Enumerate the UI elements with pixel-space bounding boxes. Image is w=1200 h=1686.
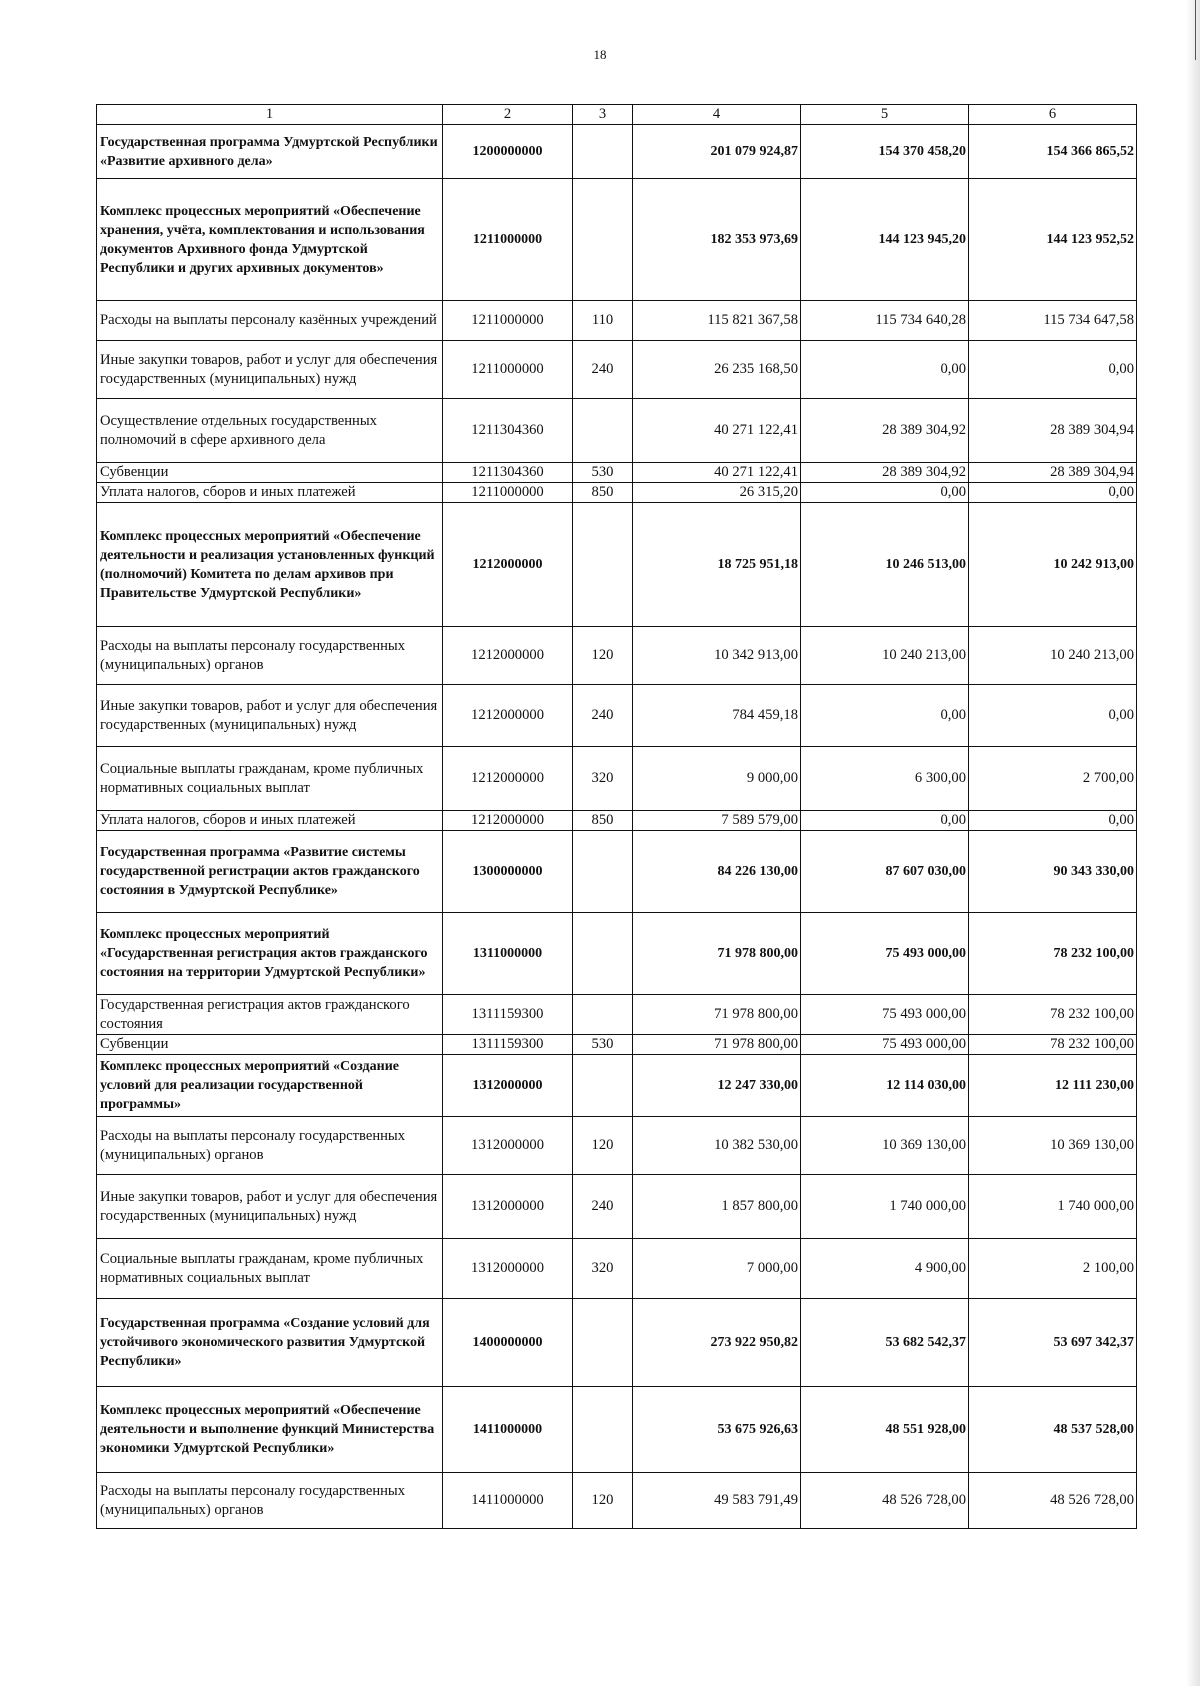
cell-kind (573, 1299, 633, 1387)
cell-v3: 78 232 100,00 (969, 913, 1137, 995)
cell-kind: 530 (573, 1035, 633, 1055)
cell-code: 1211304360 (443, 463, 573, 483)
cell-name: Субвенции (97, 463, 443, 483)
cell-v2: 0,00 (801, 685, 969, 747)
cell-v2: 10 369 130,00 (801, 1117, 969, 1175)
cell-code: 1312000000 (443, 1239, 573, 1299)
cell-v3: 48 526 728,00 (969, 1473, 1137, 1529)
cell-v3: 28 389 304,94 (969, 463, 1137, 483)
budget-table (96, 104, 1137, 1529)
cell-kind (573, 995, 633, 1035)
cell-kind: 530 (573, 463, 633, 483)
cell-v3: 2 100,00 (969, 1239, 1137, 1299)
cell-v1: 10 342 913,00 (633, 627, 801, 685)
cell-code: 1211000000 (443, 483, 573, 503)
cell-v1: 26 315,20 (633, 483, 801, 503)
cell-v1: 40 271 122,41 (633, 463, 801, 483)
cell-kind (573, 913, 633, 995)
cell-code: 1411000000 (443, 1387, 573, 1473)
cell-kind: 110 (573, 301, 633, 341)
cell-v3: 78 232 100,00 (969, 995, 1137, 1035)
cell-v3: 154 366 865,52 (969, 125, 1137, 179)
cell-kind (573, 831, 633, 913)
cell-code: 1312000000 (443, 1055, 573, 1117)
cell-v1: 7 589 579,00 (633, 811, 801, 831)
cell-v1: 18 725 951,18 (633, 503, 801, 627)
cell-kind (573, 503, 633, 627)
table-row (97, 341, 1137, 399)
cell-v1: 784 459,18 (633, 685, 801, 747)
cell-name: Расходы на выплаты персоналу государственных (муниципальных) органов (97, 627, 443, 685)
cell-code: 1212000000 (443, 811, 573, 831)
cell-code: 1211000000 (443, 341, 573, 399)
cell-name: Уплата налогов, сборов и иных платежей (97, 483, 443, 503)
cell-v2: 10 246 513,00 (801, 503, 969, 627)
cell-v3: 10 369 130,00 (969, 1117, 1137, 1175)
cell-v1: 10 382 530,00 (633, 1117, 801, 1175)
table-row (97, 1055, 1137, 1117)
column-number-row (97, 105, 1137, 125)
cell-name: Осуществление отдельных государственных полномочий в сфере архивного дела (97, 399, 443, 463)
table-row (97, 913, 1137, 995)
cell-v3: 78 232 100,00 (969, 1035, 1137, 1055)
cell-kind (573, 125, 633, 179)
cell-name: Иные закупки товаров, работ и услуг для обеспечения государственных (муниципальных) нужд (97, 685, 443, 747)
cell-kind (573, 179, 633, 301)
cell-v1: 71 978 800,00 (633, 913, 801, 995)
cell-code: 1400000000 (443, 1299, 573, 1387)
scan-line (1195, 0, 1196, 60)
cell-name: Социальные выплаты гражданам, кроме публичных нормативных социальных выплат (97, 1239, 443, 1299)
cell-name: Комплекс процессных мероприятий «Создание условий для реализации государственной программы» (97, 1055, 443, 1117)
table-row (97, 125, 1137, 179)
cell-name: Комплекс процессных мероприятий «Обеспечение деятельности и выполнение функций Министерства экономики Удмуртской Республики» (97, 1387, 443, 1473)
cell-v1: 40 271 122,41 (633, 399, 801, 463)
cell-v3: 2 700,00 (969, 747, 1137, 811)
cell-v2: 28 389 304,92 (801, 463, 969, 483)
cell-kind: 320 (573, 1239, 633, 1299)
cell-v3: 10 242 913,00 (969, 503, 1137, 627)
cell-code: 1311000000 (443, 913, 573, 995)
table-row (97, 811, 1137, 831)
cell-kind (573, 399, 633, 463)
cell-code: 1311159300 (443, 1035, 573, 1055)
cell-v2: 75 493 000,00 (801, 995, 969, 1035)
cell-v1: 49 583 791,49 (633, 1473, 801, 1529)
cell-code: 1212000000 (443, 503, 573, 627)
column-header: 3 (573, 105, 633, 125)
cell-v2: 1 740 000,00 (801, 1175, 969, 1239)
cell-v1: 26 235 168,50 (633, 341, 801, 399)
table-row (97, 627, 1137, 685)
table-row (97, 483, 1137, 503)
cell-v2: 12 114 030,00 (801, 1055, 969, 1117)
table-row (97, 503, 1137, 627)
cell-v3: 28 389 304,94 (969, 399, 1137, 463)
column-header: 5 (801, 105, 969, 125)
cell-code: 1211000000 (443, 301, 573, 341)
cell-name: Расходы на выплаты персоналу государственных (муниципальных) органов (97, 1473, 443, 1529)
cell-v1: 182 353 973,69 (633, 179, 801, 301)
cell-v1: 12 247 330,00 (633, 1055, 801, 1117)
cell-kind: 120 (573, 1473, 633, 1529)
cell-name: Комплекс процессных мероприятий «Обеспечение деятельности и реализация установленных функций (полномочий) Комитета по делам архивов при Правительстве Удмуртской Республики» (97, 503, 443, 627)
table-body (97, 105, 1137, 1529)
cell-code: 1312000000 (443, 1175, 573, 1239)
cell-v3: 12 111 230,00 (969, 1055, 1137, 1117)
cell-v3: 90 343 330,00 (969, 831, 1137, 913)
cell-v1: 71 978 800,00 (633, 995, 801, 1035)
scan-edge (1186, 0, 1200, 1686)
cell-name: Государственная программа «Развитие системы государственной регистрации актов гражданского состояния в Удмуртской Республике» (97, 831, 443, 913)
table-row (97, 1387, 1137, 1473)
cell-v2: 6 300,00 (801, 747, 969, 811)
cell-name: Иные закупки товаров, работ и услуг для обеспечения государственных (муниципальных) нужд (97, 341, 443, 399)
cell-v1: 84 226 130,00 (633, 831, 801, 913)
cell-v2: 75 493 000,00 (801, 1035, 969, 1055)
cell-name: Комплекс процессных мероприятий «Обеспечение хранения, учёта, комплектования и использования документов Архивного фонда Удмуртской Республики и других архивных документов» (97, 179, 443, 301)
cell-v1: 201 079 924,87 (633, 125, 801, 179)
table-row (97, 1473, 1137, 1529)
cell-v2: 53 682 542,37 (801, 1299, 969, 1387)
cell-name: Уплата налогов, сборов и иных платежей (97, 811, 443, 831)
cell-name: Комплекс процессных мероприятий «Государственная регистрация актов гражданского состояния на территории Удмуртской Республики» (97, 913, 443, 995)
cell-kind: 120 (573, 1117, 633, 1175)
cell-name: Иные закупки товаров, работ и услуг для обеспечения государственных (муниципальных) нужд (97, 1175, 443, 1239)
cell-v2: 4 900,00 (801, 1239, 969, 1299)
column-header: 4 (633, 105, 801, 125)
cell-v2: 75 493 000,00 (801, 913, 969, 995)
cell-v3: 0,00 (969, 341, 1137, 399)
cell-v3: 115 734 647,58 (969, 301, 1137, 341)
cell-v3: 0,00 (969, 483, 1137, 503)
cell-v2: 0,00 (801, 483, 969, 503)
cell-v2: 115 734 640,28 (801, 301, 969, 341)
cell-v2: 28 389 304,92 (801, 399, 969, 463)
cell-code: 1300000000 (443, 831, 573, 913)
cell-code: 1212000000 (443, 747, 573, 811)
cell-v1: 115 821 367,58 (633, 301, 801, 341)
column-header: 1 (97, 105, 443, 125)
table-row (97, 1239, 1137, 1299)
cell-kind: 120 (573, 627, 633, 685)
cell-name: Социальные выплаты гражданам, кроме публичных нормативных социальных выплат (97, 747, 443, 811)
column-header: 2 (443, 105, 573, 125)
cell-v3: 0,00 (969, 811, 1137, 831)
table-row (97, 463, 1137, 483)
cell-v3: 1 740 000,00 (969, 1175, 1137, 1239)
page-number: 18 (593, 47, 607, 62)
table-row (97, 831, 1137, 913)
cell-name: Государственная регистрация актов гражданского состояния (97, 995, 443, 1035)
cell-v3: 10 240 213,00 (969, 627, 1137, 685)
cell-code: 1211304360 (443, 399, 573, 463)
table-row (97, 1117, 1137, 1175)
cell-kind: 320 (573, 747, 633, 811)
cell-v3: 53 697 342,37 (969, 1299, 1137, 1387)
cell-name: Государственная программа Удмуртской Республики «Развитие архивного дела» (97, 125, 443, 179)
cell-v2: 48 551 928,00 (801, 1387, 969, 1473)
cell-kind (573, 1055, 633, 1117)
cell-v1: 71 978 800,00 (633, 1035, 801, 1055)
table-row (97, 1299, 1137, 1387)
cell-v1: 1 857 800,00 (633, 1175, 801, 1239)
table-row (97, 1035, 1137, 1055)
table-row (97, 399, 1137, 463)
cell-v1: 53 675 926,63 (633, 1387, 801, 1473)
cell-name: Расходы на выплаты персоналу государственных (муниципальных) органов (97, 1117, 443, 1175)
cell-v3: 48 537 528,00 (969, 1387, 1137, 1473)
cell-code: 1411000000 (443, 1473, 573, 1529)
cell-v2: 154 370 458,20 (801, 125, 969, 179)
cell-v3: 144 123 952,52 (969, 179, 1137, 301)
cell-v2: 48 526 728,00 (801, 1473, 969, 1529)
cell-code: 1200000000 (443, 125, 573, 179)
cell-code: 1312000000 (443, 1117, 573, 1175)
cell-v2: 0,00 (801, 341, 969, 399)
cell-v2: 10 240 213,00 (801, 627, 969, 685)
cell-code: 1211000000 (443, 179, 573, 301)
cell-v2: 144 123 945,20 (801, 179, 969, 301)
cell-v1: 9 000,00 (633, 747, 801, 811)
cell-kind: 240 (573, 1175, 633, 1239)
table-row (97, 995, 1137, 1035)
cell-code: 1311159300 (443, 995, 573, 1035)
cell-v2: 0,00 (801, 811, 969, 831)
cell-v2: 87 607 030,00 (801, 831, 969, 913)
table-row (97, 685, 1137, 747)
cell-name: Государственная программа «Создание условий для устойчивого экономического развития Удмуртской Республики» (97, 1299, 443, 1387)
cell-kind: 240 (573, 341, 633, 399)
column-header: 6 (969, 105, 1137, 125)
table-row (97, 301, 1137, 341)
cell-kind (573, 1387, 633, 1473)
table-row (97, 1175, 1137, 1239)
cell-kind: 850 (573, 483, 633, 503)
table-row (97, 747, 1137, 811)
table-row (97, 179, 1137, 301)
cell-code: 1212000000 (443, 685, 573, 747)
cell-v1: 273 922 950,82 (633, 1299, 801, 1387)
cell-v3: 0,00 (969, 685, 1137, 747)
cell-kind: 240 (573, 685, 633, 747)
cell-v1: 7 000,00 (633, 1239, 801, 1299)
cell-name: Субвенции (97, 1035, 443, 1055)
cell-code: 1212000000 (443, 627, 573, 685)
cell-name: Расходы на выплаты персоналу казённых учреждений (97, 301, 443, 341)
cell-kind: 850 (573, 811, 633, 831)
